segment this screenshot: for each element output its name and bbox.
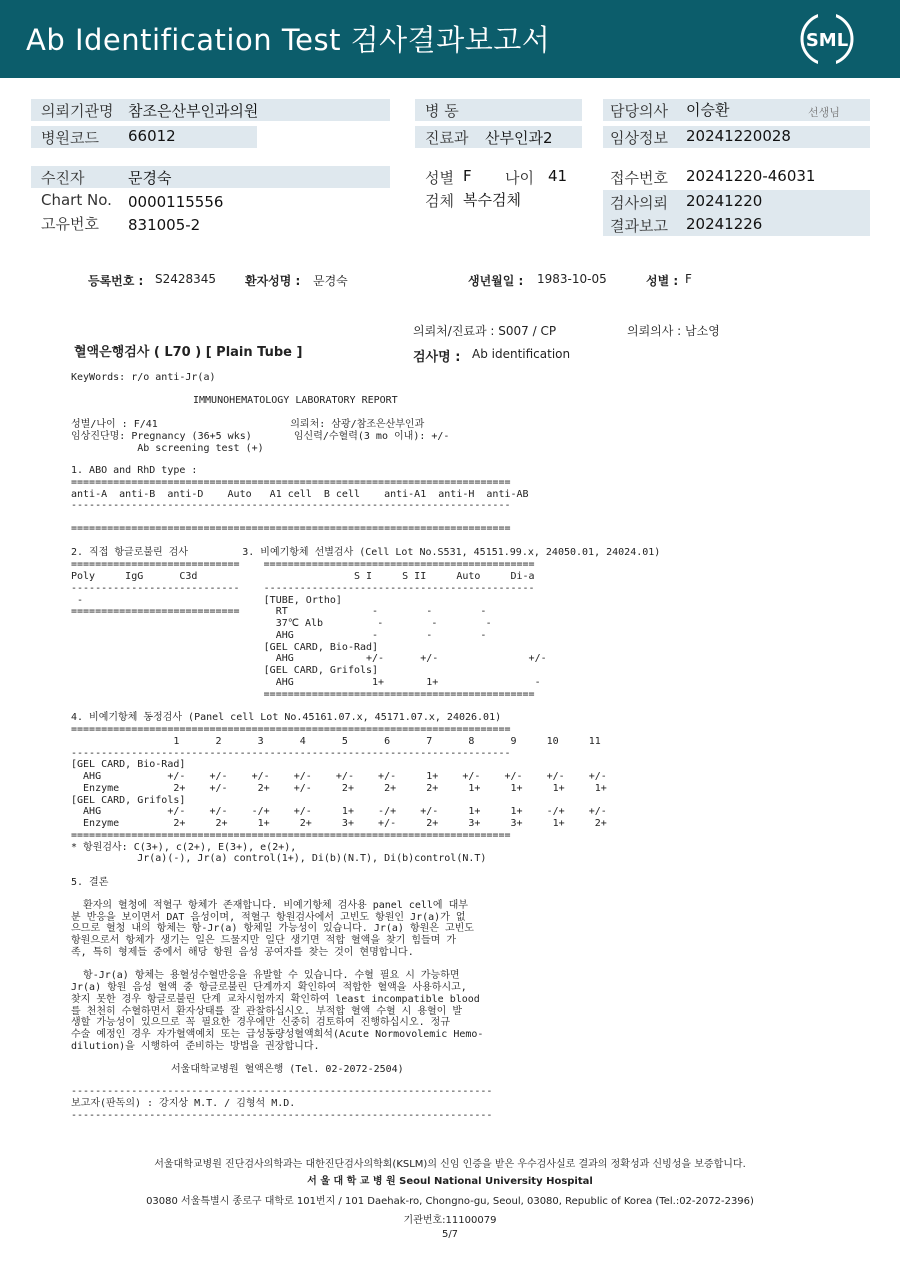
panel-row: AHG +/- +/- -/+ +/- 1+ -/+ +/- 1+ 1+ -/+ +/- <box>71 806 607 817</box>
unique-label: 고유번호 <box>41 215 99 233</box>
name-label: 환자성명 : <box>245 274 301 288</box>
panel-row: Enzyme 2+ 2+ 1+ 2+ 3+ +/- 2+ 3+ 3+ 1+ 2+ <box>71 818 607 829</box>
conclusion-line: 환자의 혈청에 적혈구 항체가 존재합니다. 비예기항체 검사용 panel cell에 대부 <box>71 900 468 911</box>
referring-doctor: 의뢰의사 : 남소영 <box>627 324 720 338</box>
screen-row: 37℃ Alb - - - <box>71 618 492 629</box>
age-label: 나이 <box>505 169 534 187</box>
conclusion-line: 분 반응을 보이면서 DAT 음성이며, 적혈구 항원검사에서 고빈도 항원인 Jr(a)가 없 <box>71 912 466 923</box>
report-subtitle: IMMUNOHEMATOLOGY LABORATORY REPORT <box>193 395 398 406</box>
doctor-label: 담당의사 <box>610 102 668 120</box>
report-label: 결과보고 <box>610 217 668 235</box>
conclusion-line: 찾지 못한 경우 항글로불린 단계 교차시험까지 확인하여 least incompatible blood <box>71 994 480 1005</box>
age-value: 41 <box>548 167 568 185</box>
screen-row: ============================ RT - - - <box>71 606 487 617</box>
clinical-label: 임상정보 <box>610 129 668 147</box>
report-header-line-3: Ab screening test (+) <box>71 443 264 454</box>
footer-institution-number: 기관번호:11100079 <box>403 1215 497 1226</box>
panel-cell-numbers: 1 2 3 4 5 6 7 8 9 10 11 <box>71 736 601 747</box>
request-value: 20241220 <box>686 192 763 210</box>
keywords: KeyWords: r/o anti-Jr(a) <box>71 372 216 383</box>
conclusion-line: Jr(a) 항원 음성 혈액 중 항글로불린 단계까지 확인하여 적합한 혈액을 사용하시고, <box>71 982 467 993</box>
dob-label: 생년월일 : <box>468 274 524 288</box>
divider: ========================================================================= <box>71 523 511 534</box>
panel-row: [GEL CARD, Bio-Rad] <box>71 759 186 770</box>
divider: ========================================================================= <box>71 830 511 841</box>
section-abo-title: 1. ABO and RhD type : <box>71 465 198 476</box>
chart-value: 0000115556 <box>128 193 224 211</box>
divider: ------------------------------------------------------------------------- <box>71 500 511 511</box>
divider: ============================================= <box>71 689 535 700</box>
screen-row: [GEL CARD, Bio-Rad] <box>71 642 379 653</box>
abo-columns: anti-A anti-B anti-D Auto A1 cell B cell anti-A1 anti-H anti-AB <box>71 489 529 500</box>
specimen-value: 복수검체 <box>463 191 521 209</box>
antigen-test-line-2: Jr(a)(-), Jr(a) control(1+), Di(b)(N.T), Di(b)control(N.T) <box>71 853 487 864</box>
clinical-value: 20241220028 <box>686 127 791 145</box>
patient-value: 문경숙 <box>128 169 172 187</box>
test-name-label: 검사명 : <box>413 350 461 365</box>
test-category-title: 혈액은행검사 ( L70 ) [ Plain Tube ] <box>74 345 303 360</box>
request-label: 검사의뢰 <box>610 194 668 212</box>
screen-row: [GEL CARD, Grifols] <box>71 665 379 676</box>
conclusion-line: dilution)을 시행하여 준비하는 방법을 권장합니다. <box>71 1041 320 1052</box>
chart-label: Chart No. <box>41 191 112 209</box>
divider: ------------------------------------------------------------------------- <box>71 748 511 759</box>
dept-label: 진료과 <box>425 129 469 147</box>
conclusion-line: 항-Jr(a) 항체는 용혈성수혈반응을 유발할 수 있습니다. 수혈 필요 시 가능하면 <box>71 970 460 981</box>
specimen-label: 검체 <box>425 192 454 210</box>
footer-certification: 서울대학교병원 진단검사의학과는 대한진단검사의학회(KSLM)의 신임 인증을 받은 우수검사실로 결과의 정확성과 신빙성을 보증합니다. <box>154 1159 746 1170</box>
footer-address: 03080 서울특별시 종로구 대학로 101번지 / 101 Daehak-ro, Chongno-gu, Seoul, 03080, Republic of Korea (Tel.:02-2072-2396) <box>146 1196 754 1207</box>
receipt-label: 접수번호 <box>610 169 668 187</box>
divider: ========================================================================= <box>71 477 511 488</box>
receipt-value: 20241220-46031 <box>686 167 816 185</box>
hosp-code-value: 66012 <box>128 127 176 145</box>
panel-row: [GEL CARD, Grifols] <box>71 795 186 806</box>
test-name-value: Ab identification <box>472 347 571 361</box>
doctor-value: 이승환 <box>686 101 730 119</box>
req-org-value: 참조은산부인과의원 <box>128 102 259 120</box>
referral-info: 의뢰처/진료과 : S007 / CP <box>413 324 557 338</box>
reg-label: 등록번호 : <box>88 274 144 288</box>
conclusion-line: 수술 예정인 경우 자가혈액예치 또는 급성동량성혈액희석(Acute Normovolemic Hemo- <box>71 1029 484 1040</box>
sex-label: 성별 <box>425 169 454 187</box>
sex-line-value: F <box>685 272 692 286</box>
report-value: 20241226 <box>686 215 763 233</box>
conclusion-line: 족, 특히 형제들 중에서 해당 항원 음성 공여자를 찾는 것이 현명합니다. <box>71 947 414 958</box>
ward-label: 병 동 <box>425 102 459 120</box>
panel-row: AHG +/- +/- +/- +/- +/- +/- 1+ +/- +/- +/- +/- <box>71 771 607 782</box>
divider: ---------------------------------------------------------------------- <box>71 1110 493 1121</box>
sex-value: F <box>463 167 472 185</box>
name-value: 문경숙 <box>313 274 348 288</box>
unique-value: 831005-2 <box>128 216 201 234</box>
sml-logo-icon <box>798 10 856 68</box>
conclusion-line: 생할 가능성이 있으므로 꼭 필요한 경우에만 신중히 검토하여 진행하십시오. 정규 <box>71 1017 450 1028</box>
divider: ---------------------------- --------------------------------------------- <box>71 583 535 594</box>
divider: ============================ ============================================= <box>71 559 535 570</box>
blood-bank-contact: 서울대학교병원 혈액은행 (Tel. 02-2072-2504) <box>171 1064 404 1075</box>
antigen-test-line-1: * 항원검사: C(3+), c(2+), E(3+), e(2+), <box>71 842 297 853</box>
footer-hospital-name: 서 울 대 학 교 병 원 Seoul National University Hospital <box>307 1176 593 1187</box>
svg-text:SML: SML <box>805 30 849 51</box>
conclusion-line: 를 천천히 수혈하면서 환자상태를 잘 관찰하십시오. 부적합 혈액 수혈 시 용혈이 발 <box>71 1006 463 1017</box>
divider: ---------------------------------------------------------------------- <box>71 1086 493 1097</box>
section-panel-title: 4. 비예기항체 동정검사 (Panel cell Lot No.45161.07.x, 45171.07.x, 24026.01) <box>71 712 502 723</box>
report-header-line-1: 성별/나이 : F/41 의뢰처: 삼광/참조은산부인과 <box>71 419 425 430</box>
page-number: 5/7 <box>441 1229 459 1240</box>
screen-row: - [TUBE, Ortho] <box>71 595 342 606</box>
dob-value: 1983-10-05 <box>537 272 607 286</box>
dept-value: 산부인과2 <box>485 129 553 147</box>
report-header <box>0 0 900 78</box>
conclusion-line: 항원으로서 항체가 생기는 일은 드물지만 일단 생기면 적합 혈액을 찾기 힘들며 가 <box>71 935 457 946</box>
reporter: 보고자(판독의) : 강지상 M.T. / 김형석 M.D. <box>71 1098 296 1109</box>
screen-row: AHG 1+ 1+ - <box>71 677 541 688</box>
reg-value: S2428345 <box>155 272 217 286</box>
section-conclusion-title: 5. 결론 <box>71 877 109 888</box>
divider: ========================================================================= <box>71 724 511 735</box>
hosp-code-label: 병원코드 <box>41 129 99 147</box>
req-org-label: 의뢰기관명 <box>41 102 114 120</box>
sex-line-label: 성별 : <box>646 274 679 288</box>
screen-row: AHG +/- +/- +/- <box>71 653 547 664</box>
conclusion-line: 으므로 혈청 내의 항체는 항-Jr(a) 항체일 가능성이 있습니다. Jr(a) 항원은 고빈도 <box>71 923 474 934</box>
report-header-line-2: 임상진단명: Pregnancy (36+5 wks) 임신력/수혈력(3 mo 이내): +/- <box>71 431 450 442</box>
section-dat-screen-title: 2. 직접 항글로불린 검사 3. 비예기항체 선별검사 (Cell Lot No.S531, 45151.99.x, 24050.01, 24024.01) <box>71 547 661 558</box>
report-title: Ab Identification Test 검사결과보고서 <box>26 23 551 57</box>
patient-label: 수진자 <box>41 169 85 187</box>
doctor-suffix: 선생님 <box>808 106 840 119</box>
dat-screen-columns: Poly IgG C3d S I S II Auto Di-a <box>71 571 535 582</box>
screen-row: AHG - - - <box>71 630 487 641</box>
panel-row: Enzyme 2+ +/- 2+ +/- 2+ 2+ 2+ 1+ 1+ 1+ 1+ <box>71 783 607 794</box>
